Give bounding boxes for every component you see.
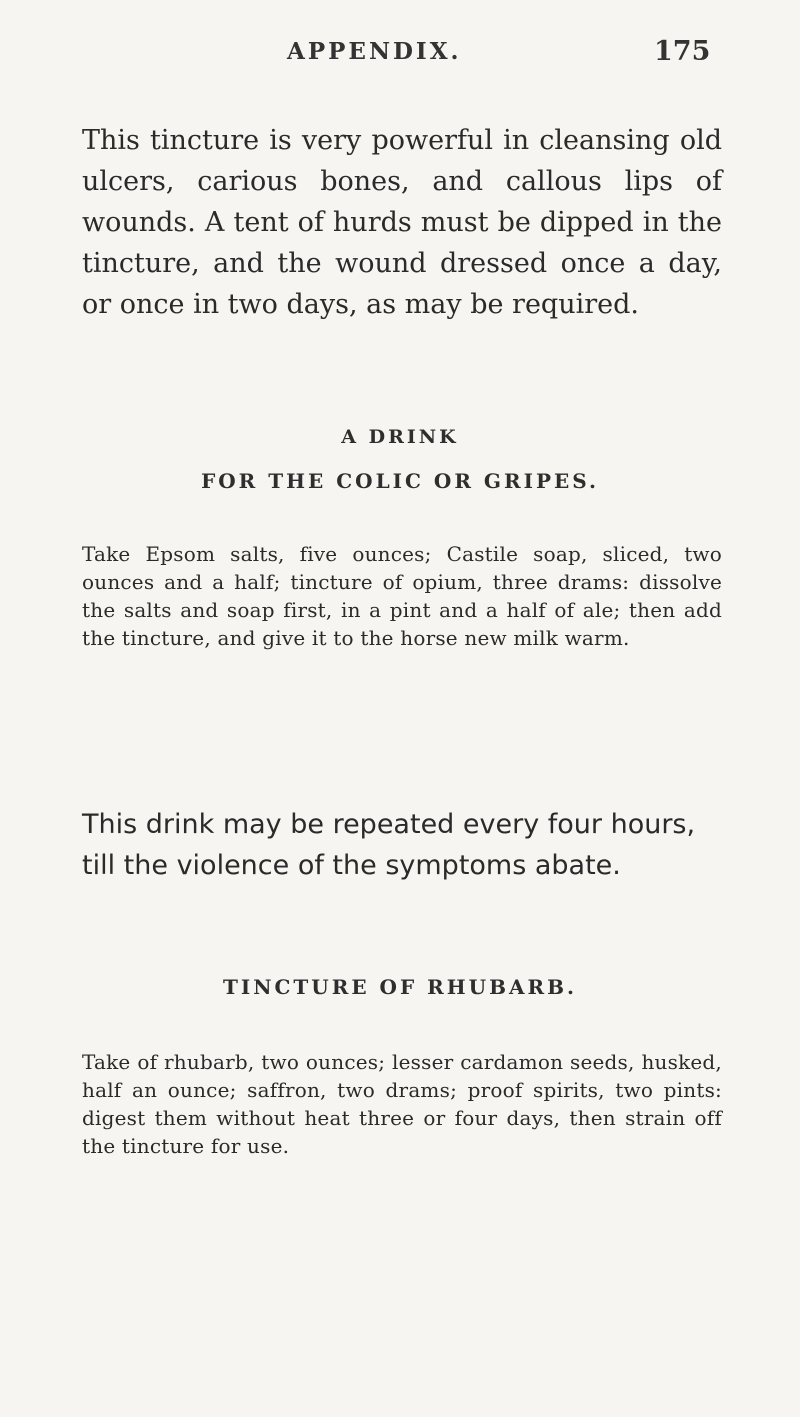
running-head: APPENDIX.: [287, 38, 462, 65]
intro-section: [82, 120, 722, 325]
drink-recipe-section: [82, 540, 722, 652]
drink-subtitle: FOR THE COLIC OR GRIPES.: [201, 469, 599, 493]
page-number: 175: [654, 36, 711, 67]
drink-note-paragraph: This drink may be repeated every four hours, till the violence of the symptoms abate.: [82, 809, 696, 881]
drink-title: A DRINK: [341, 426, 459, 448]
rhubarb-recipe-section: [82, 1048, 722, 1160]
rhubarb-recipe-paragraph: Take of rhubarb, two ounces; lesser cardamon seeds, husked, half an ounce; saffron, two drams; proof spirits, two pints: digest them without heat three or four days, then strain off the tincture for use.: [82, 1050, 722, 1158]
rhubarb-title: TINCTURE OF RHUBARB.: [222, 975, 578, 999]
intro-paragraph: This tincture is very powerful in cleansing old ulcers, carious bones, and callous lips of wounds. A tent of hurds must be dipped in the tincture, and the wound dressed once a day, or once in two days, as may be required.: [82, 125, 722, 320]
drink-recipe-paragraph: Take Epsom salts, five ounces; Castile soap, sliced, two ounces and a half; tincture of opium, three drams: dissolve the salts and soap first, in a pint and a half of ale; then add the tincture, and give it to the horse new milk warm.: [82, 542, 722, 650]
drink-note-section: [82, 804, 732, 886]
page-header: [0, 38, 800, 78]
